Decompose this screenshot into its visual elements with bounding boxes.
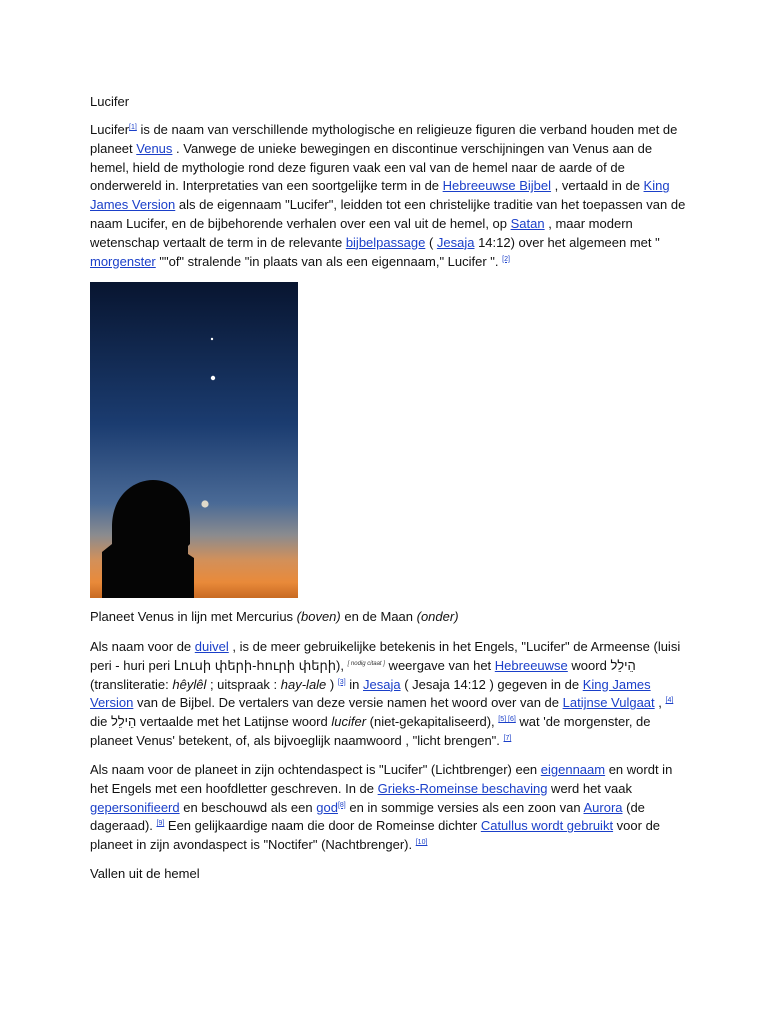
text: Planeet Venus in lijn met Mercurius	[90, 609, 297, 624]
text: wat 'de morgenster, de planeet Venus' betekent, of, als bijvoeglijk naamwoord , "licht brengen".	[90, 714, 651, 748]
link-morgenster[interactable]: morgenster	[90, 253, 156, 269]
link-venus[interactable]: Venus	[136, 140, 173, 156]
text: van de Bijbel. De vertalers van deze versie namen het woord over van de	[133, 695, 563, 711]
paragraph-planeet	[90, 761, 690, 855]
moon	[201, 500, 208, 507]
citation-needed: [ nodig citaat ]	[347, 660, 385, 667]
text: ""of" stralende "in plaats van als een eigennaam," Lucifer ".	[155, 253, 503, 269]
link-catullus[interactable]: Catullus wordt gebruikt	[480, 818, 614, 834]
text: lucifer	[331, 714, 367, 730]
text: )	[326, 676, 338, 692]
link-jesaja[interactable]: Jesaja	[436, 234, 475, 250]
text: voor de planeet in zijn avondaspect is "Noctifer" (Nachtbrenger).	[90, 818, 661, 853]
text: , maar modern wetenschap vertaalt de term in de relevante	[90, 215, 633, 250]
link-hebreeuwse[interactable]: Hebreeuwse	[494, 657, 568, 673]
text: 14:12) over het algemeen met "	[474, 234, 660, 250]
footnote-link-7[interactable]: [7]	[503, 734, 512, 742]
text: werd het vaak	[547, 780, 632, 796]
paragraph-duivel	[90, 638, 690, 751]
text: in	[345, 676, 363, 692]
text: als de eigennaam "Lucifer", leidden tot een christelijke traditie van het toepassen van de naam Lucifer, en de bijbehorende verhalen over een val uit de hemel, op	[90, 197, 686, 231]
text: en de Maan	[340, 609, 417, 624]
footnote-link-4[interactable]: [4]	[665, 697, 674, 705]
text: (niet-gekapitaliseerd),	[366, 714, 499, 730]
link-king-james-version[interactable]: King James Version	[90, 178, 670, 213]
star-venus	[211, 376, 215, 380]
text: ( Jesaja 14:12 ) gegeven in de	[400, 676, 583, 692]
text: , is de meer gebruikelijke betekenis in het Engels, "Lucifer" de Armeense (luisi peri - huri peri Լուսի փերի-հուրի փերի),	[90, 639, 681, 673]
footnote-link-8[interactable]: [8]	[337, 801, 346, 809]
text: Als naam voor de	[90, 639, 195, 654]
link-eigennaam[interactable]: eigennaam	[540, 762, 606, 777]
footnote-link-9[interactable]: [9]	[156, 820, 165, 828]
text: (	[425, 234, 437, 250]
footnote-link-2[interactable]: [2]	[502, 255, 510, 263]
link-grieks-romeinse-beschaving[interactable]: Grieks-Romeinse beschaving	[377, 780, 548, 796]
link-jesaja[interactable]: Jesaja	[363, 676, 401, 692]
page-title: Lucifer	[90, 94, 130, 109]
intro-paragraph	[90, 121, 690, 271]
text: woord הֵילֵל (transliteratie:	[90, 657, 636, 692]
text: , vertaald in de	[551, 178, 644, 194]
text: en in sommige versies als een zoon van	[345, 799, 584, 815]
text: (onder)	[416, 609, 459, 624]
section-heading: Vallen uit de hemel	[90, 866, 200, 881]
text: Een gelijkaardige naam die door de Romeinse dichter	[164, 818, 481, 834]
footnote-link-3[interactable]: [3]	[337, 678, 346, 686]
text: Als naam voor de planeet in zijn ochtendaspect is "Lucifer" (Lichtbrenger) een	[90, 762, 541, 777]
footnote-link-10[interactable]: [10]	[415, 839, 428, 847]
link-latijnse-vulgaat[interactable]: Latijnse Vulgaat	[562, 695, 655, 711]
text: die הֵילֵל vertaalde met het Latijnse woord	[90, 714, 332, 730]
link-gepersonifieerd[interactable]: gepersonifieerd	[90, 799, 180, 815]
image-caption	[90, 608, 459, 627]
link-duivel[interactable]: duivel	[194, 639, 229, 654]
text: en wordt in het Engels met een hoofdletter geschreven. In de	[90, 762, 673, 796]
link-satan[interactable]: Satan	[510, 215, 545, 231]
footnote-link-5-6[interactable]: [5] [6]	[498, 716, 516, 724]
link-king-james-version[interactable]: King James Version	[90, 676, 651, 711]
text: . Vanwege de unieke bewegingen en discontinue verschijningen van Venus aan de hemel, hield de mythologie rond deze figuren vaak een val van de hemel naar de aarde of de onderwereld in. Interpretaties van een soortgelijke term in de	[90, 140, 653, 194]
text: ,	[654, 695, 666, 711]
text: weergave van het	[384, 657, 495, 673]
link-god[interactable]: god	[316, 799, 338, 815]
text: hêylêl	[172, 676, 207, 692]
text: Lucifer	[90, 122, 130, 137]
text: en beschouwd als een	[179, 799, 317, 815]
footnote-link-1[interactable]: [1]	[129, 124, 137, 131]
link-bijbelpassage[interactable]: bijbelpassage	[345, 234, 426, 250]
text: hay-lale	[280, 676, 327, 692]
text: (de dageraad).	[90, 799, 645, 834]
link-aurora[interactable]: Aurora	[583, 799, 623, 815]
text: ; uitspraak :	[206, 676, 281, 692]
venus-photo	[90, 282, 298, 598]
star-mercury	[211, 338, 213, 340]
text: is de naam van verschillende mythologische en religieuze figuren die verband houden met de planeet	[90, 122, 678, 156]
link-hebreeuwse-bijbel[interactable]: Hebreeuwse Bijbel	[442, 178, 552, 194]
text: (boven)	[296, 609, 341, 624]
